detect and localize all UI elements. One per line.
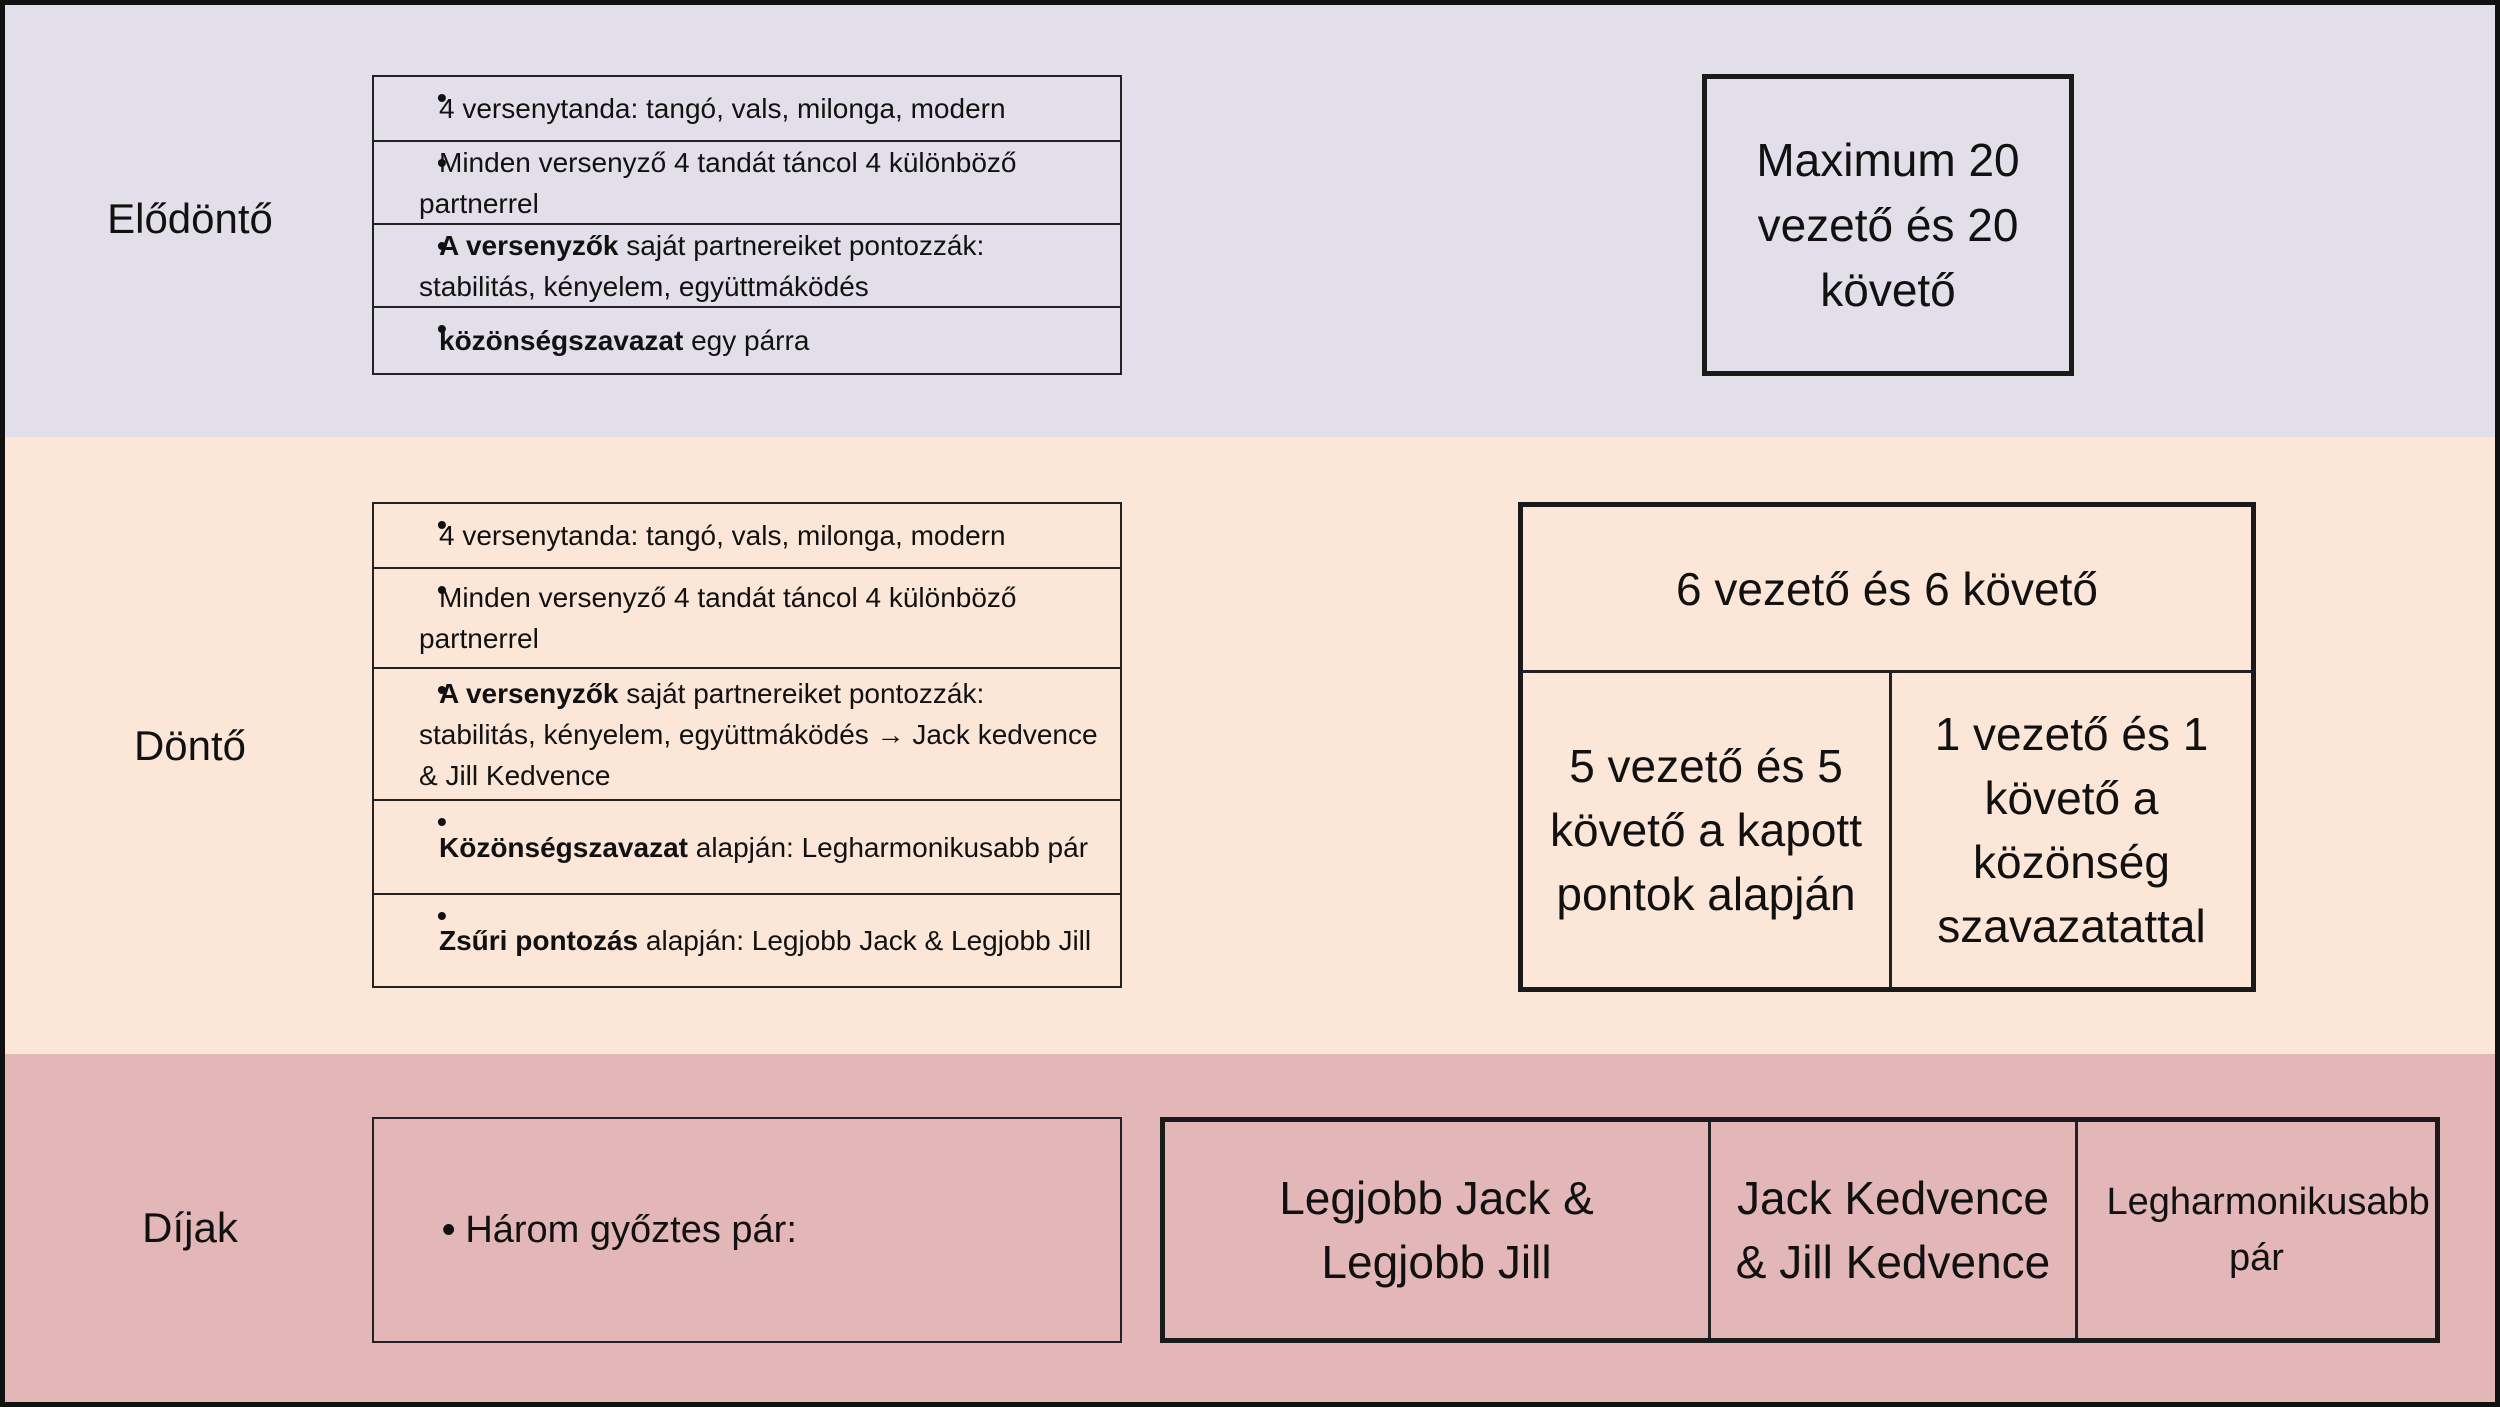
final-label: Döntő — [133, 722, 247, 769]
final-qualifiers-box — [1518, 502, 2256, 992]
awards-intro-box: • Három győztes pár: — [372, 1117, 1122, 1343]
semifinal-band — [5, 5, 2500, 437]
awards-list-box — [1160, 1117, 2440, 1343]
semifinal-capacity-text: Maximum 20 vezető és 20 követő — [1756, 133, 2020, 316]
final-rule-4: • Közönségszavazat alapján: Legharmonikusabb pár — [374, 799, 1120, 893]
final-rule-2: • Minden versenyző 4 tandát táncol 4 különböző partnerrel — [374, 567, 1120, 667]
semifinal-label: Elődöntő — [107, 195, 273, 242]
final-total-cell: 6 vezető és 6 követő — [1523, 507, 2251, 673]
final-rules-box — [372, 502, 1122, 988]
semifinal-rule-4: • közönségszavazat egy párra — [374, 306, 1120, 373]
semifinal-rule-3: • A versenyzők saját partnereiket pontozzák: stabilitás, kényelem, együttmáködés — [374, 223, 1120, 306]
semifinal-rule-2: • Minden versenyző 4 tandát táncol 4 különböző partnerrel — [374, 140, 1120, 223]
awards-intro-text: Három győztes pár: — [465, 1208, 797, 1251]
final-rule-1: • 4 versenytanda: tangó, vals, milonga, modern — [374, 504, 1120, 567]
final-points-cell: 5 vezető és 5 követő a kapott pontok alapján — [1523, 673, 1892, 987]
award-favourites: Jack Kedvence & Jill Kedvence — [1708, 1122, 2075, 1338]
final-vote-cell: 1 vezető és 1 követő a közönség szavazatattal — [1934, 708, 2209, 952]
semifinal-rule-1: • 4 versenytanda: tangó, vals, milonga, modern — [374, 77, 1120, 140]
semifinal-rules-box — [372, 75, 1122, 375]
final-rule-5: • Zsűri pontozás alapján: Legjobb Jack & Legjobb Jill — [374, 893, 1120, 986]
award-best-jack-jill: Legjobb Jack & Legjobb Jill — [1279, 1172, 1594, 1288]
awards-label: Díjak — [142, 1204, 238, 1251]
final-rule-3: • A versenyzők saját partnereiket pontozzák: stabilitás, kényelem, együttmáködés → Jack kedvence & Jill Kedvence — [374, 667, 1120, 799]
semifinal-capacity-box — [1702, 74, 2074, 376]
award-most-harmonious: Legharmonikusabb pár — [2075, 1122, 2435, 1338]
